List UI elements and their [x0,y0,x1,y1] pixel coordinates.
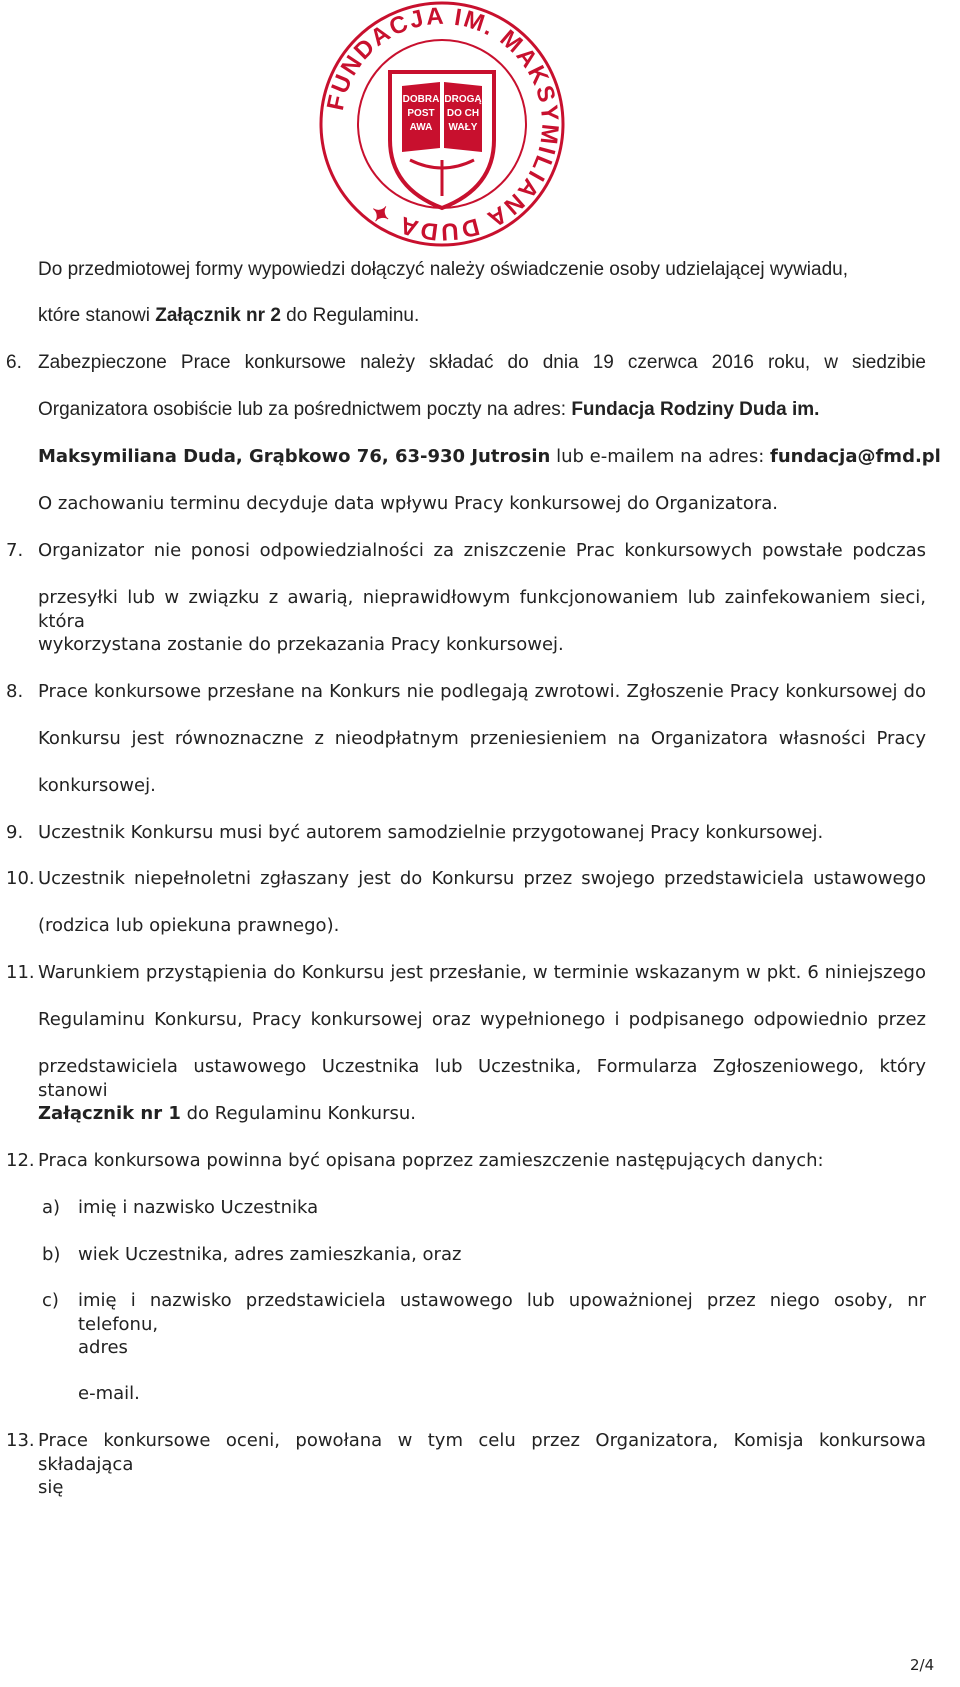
item-number: 9. [6,822,24,843]
intro-text: które stanowi [38,305,156,326]
foundation-address: Maksymiliana Duda, Grąbkowo 76, 63-930 Jutrosin [38,446,551,467]
item-number: 11. [6,962,35,983]
list-marker: b) [42,1244,61,1265]
item-number: 12. [6,1150,35,1171]
p13-line-2: się [38,1477,64,1498]
intro-text: do Regulaminu. [280,305,420,326]
p6-line-3 [38,445,941,469]
p6-line-1: Zabezpieczone Prace konkursowe należy składać do dnia 19 czerwca 2016 roku, w siedzibie [38,352,926,373]
item-number: 8. [6,681,24,702]
p7-line-2: przesyłki lub w związku z awarią, nieprawidłowym funkcjonowaniem lub zainfekowaniem sieci, która [38,587,926,632]
p6-text: Organizatora osobiście lub za pośrednictwem poczty na adres: [38,399,572,420]
intro-line-2 [38,304,419,328]
p6-line-4: O zachowaniu terminu decyduje data wpływu Pracy konkursowej do Organizatora. [38,493,778,514]
p9-line-1: Uczestnik Konkursu musi być autorem samodzielnie przygotowanej Pracy konkursowej. [38,822,824,843]
svg-text:FUNDACJA IM. MAKSYMILIANA DUDA: FUNDACJA IM. MAKSYMILIANA DUDA ✦ [321,2,564,246]
p11-line-4 [38,1102,416,1126]
attachment-2-ref: Załącznik nr 2 [155,305,281,326]
p11-line-1: Warunkiem przystąpienia do Konkursu jest przesłanie, w terminie wskazanym w pkt. 6 niniejszego [38,962,926,983]
p7-line-1: Organizator nie ponosi odpowiedzialności za zniszczenie Prac konkursowych powstałe podczas [38,540,926,561]
p6-line-2 [38,398,819,422]
item-number: 7. [6,540,24,561]
svg-text:POST: POST [407,108,435,119]
p10-line-1: Uczestnik niepełnoletni zgłaszany jest do Konkursu przez swojego przedstawiciela ustawowego [38,868,926,889]
p10-line-2: (rodzica lub opiekuna prawnego). [38,915,340,936]
p8-line-3: konkursowej. [38,775,156,796]
list-marker: a) [42,1197,61,1218]
list-item-continuation: adres [78,1337,128,1358]
p7-line-3: wykorzystana zostanie do przekazania Pracy konkursowej. [38,634,564,655]
list-item-continuation: e-mail. [78,1383,140,1404]
list-marker: c) [42,1290,59,1311]
svg-text:WAŁY: WAŁY [448,122,478,133]
p11-line-3: przedstawiciela ustawowego Uczestnika lub Uczestnika, Formularza Zgłoszeniowego, który stanowi [38,1056,926,1101]
p8-line-2: Konkursu jest równoznaczne z nieodpłatnym przeniesieniem na Organizatora własności Pracy [38,728,926,749]
svg-text:AWA: AWA [409,122,433,133]
svg-text:DOBRA: DOBRA [402,94,440,105]
list-item: wiek Uczestnika, adres zamieszkania, oraz [78,1244,462,1265]
intro-line-1: Do przedmiotowej formy wypowiedzi dołączyć należy oświadczenie osoby udzielającej wywiadu, [38,259,848,280]
p11-text: do Regulaminu Konkursu. [180,1103,416,1124]
p11-line-2: Regulaminu Konkursu, Pracy konkursowej oraz wypełnionego i podpisanego odpowiednio przez [38,1009,926,1030]
item-number: 10. [6,868,35,889]
item-number: 13. [6,1430,35,1451]
p6-text: lub e-mailem na adres: [550,446,770,467]
foundation-seal-logo [318,0,566,248]
list-item: imię i nazwisko Uczestnika [78,1197,319,1218]
list-item: imię i nazwisko przedstawiciela ustawowego lub upoważnionej przez niego osoby, nr telefonu, [78,1290,926,1335]
attachment-1-ref: Załącznik nr 1 [38,1103,181,1124]
item-number: 6. [6,352,22,373]
p13-line-1: Prace konkursowe oceni, powołana w tym celu przez Organizatora, Komisja konkursowa składająca [38,1430,926,1475]
foundation-name: Fundacja Rodziny Duda im. [571,399,820,420]
svg-text:DO CH: DO CH [446,108,480,119]
page-number: 2/4 [910,1656,935,1674]
p8-line-1: Prace konkursowe przesłane na Konkurs nie podlegają zwrotowi. Zgłoszenie Pracy konkursowej do [38,681,926,702]
svg-text:DROGĄ: DROGĄ [444,94,482,105]
foundation-email: fundacja@fmd.pl [770,446,941,467]
p12-line-1: Praca konkursowa powinna być opisana poprzez zamieszczenie następujących danych: [38,1150,824,1171]
